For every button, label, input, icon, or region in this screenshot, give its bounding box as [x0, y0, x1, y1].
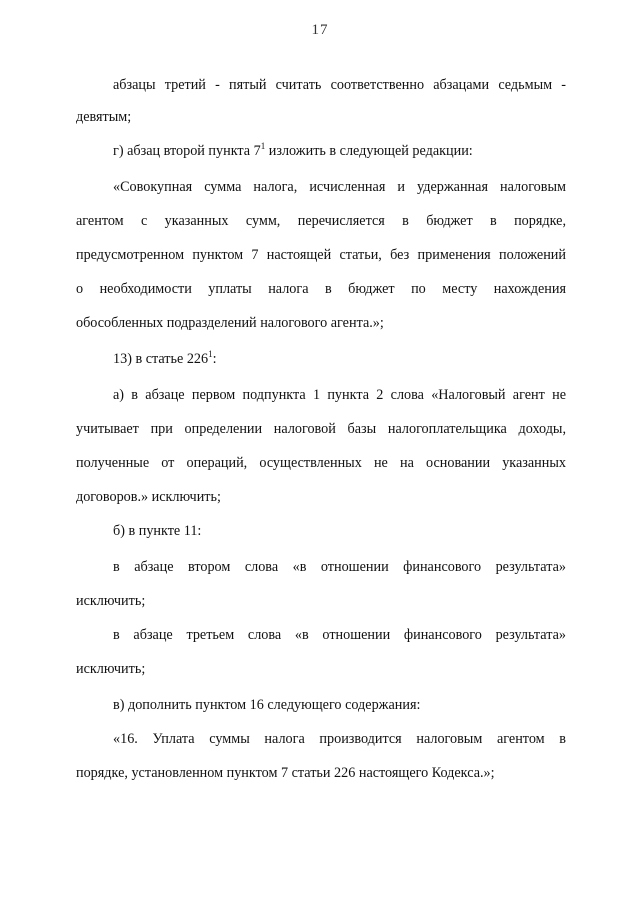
text-segment: :	[212, 351, 217, 367]
paragraph-line: в) дополнить пунктом 16 следующего содержания:	[113, 697, 421, 713]
paragraph-line: абзацы третий - пятый считать соответственно абзацами седьмым -	[113, 77, 566, 93]
paragraph-line	[113, 350, 217, 368]
paragraph-line: предусмотренном пунктом 7 настоящей статьи, без применения положений	[76, 247, 566, 263]
paragraph-line: исключить;	[76, 661, 146, 677]
paragraph-line: а) в абзаце первом подпункта 1 пункта 2 слова «Налоговый агент не	[113, 387, 566, 403]
paragraph-line: «16. Уплата суммы налога производится налоговым агентом в	[113, 731, 566, 747]
paragraph-line: в абзаце третьем слова «в отношении финансового результата»	[113, 627, 566, 643]
paragraph-line: договоров.» исключить;	[76, 489, 221, 505]
superscript: 1	[260, 141, 266, 151]
paragraph-line: полученные от операций, осуществленных не на основании указанных	[76, 455, 566, 471]
paragraph-line: «Совокупная сумма налога, исчисленная и удержанная налоговым	[113, 179, 566, 195]
paragraph-line: учитывает при определении налоговой базы налогоплательщика доходы,	[76, 421, 566, 437]
paragraph-line	[113, 142, 473, 160]
text-segment: г) абзац второй пункта 7	[113, 143, 261, 159]
page-number: 17	[311, 22, 329, 38]
paragraph-line: порядке, установленном пунктом 7 статьи 226 настоящего Кодекса.»;	[76, 765, 495, 781]
paragraph-line: в абзаце втором слова «в отношении финансового результата»	[113, 559, 566, 575]
text-segment: изложить в следующей редакции:	[265, 143, 473, 159]
paragraph-line: обособленных подразделений налогового агента.»;	[76, 315, 384, 331]
paragraph-line: о необходимости уплаты налога в бюджет по месту нахождения	[76, 281, 566, 297]
superscript: 1	[208, 349, 213, 359]
paragraph-line: исключить;	[76, 593, 146, 609]
paragraph-line: девятым;	[76, 109, 132, 125]
text-segment: 13) в статье 226	[113, 351, 209, 367]
paragraph-line: агентом с указанных сумм, перечисляется в бюджет в порядке,	[76, 213, 566, 229]
paragraph-line: б) в пункте 11:	[113, 523, 202, 539]
